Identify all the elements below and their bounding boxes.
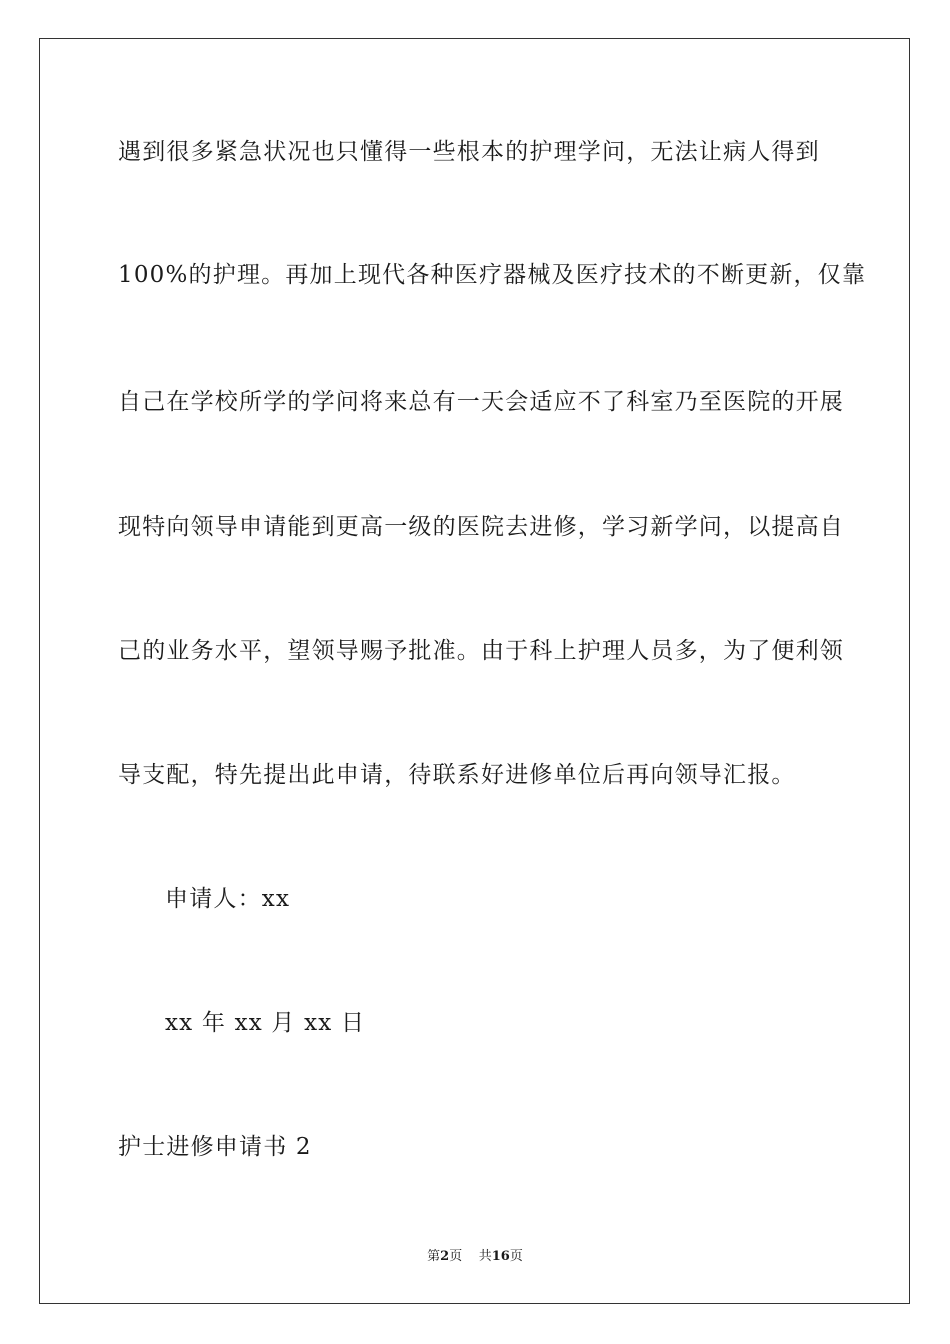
body-line-3: 自己在学校所学的学问将来总有一天会适应不了科室乃至医院的开展	[118, 389, 844, 415]
footer-total-suffix: 页	[509, 1249, 523, 1264]
body-line-2: 100%的护理。再加上现代各种医疗器械及医疗技术的不断更新，仅靠	[118, 262, 867, 288]
date-line: xx 年 xx 月 xx 日	[165, 1010, 366, 1036]
footer-page-prefix: 第	[427, 1249, 441, 1264]
footer-page-current: 2	[440, 1249, 450, 1264]
footer-page-suffix: 页	[449, 1249, 463, 1264]
section-title: 护士进修申请书 2	[118, 1134, 312, 1160]
body-line-6: 导支配，特先提出此申请，待联系好进修单位后再向领导汇报。	[118, 762, 796, 788]
body-line-5: 己的业务水平，望领导赐予批准。由于科上护理人员多，为了便利领	[118, 638, 844, 664]
footer-page-total: 16	[491, 1249, 510, 1264]
page-footer	[0, 1248, 950, 1266]
body-line-1: 遇到很多紧急状况也只懂得一些根本的护理学问，无法让病人得到	[118, 139, 820, 165]
applicant-line: 申请人：xx	[165, 886, 291, 912]
footer-total-prefix: 共	[478, 1249, 492, 1264]
page-border	[39, 38, 910, 1304]
body-line-4: 现特向领导申请能到更高一级的医院去进修，学习新学问，以提高自	[118, 514, 844, 540]
